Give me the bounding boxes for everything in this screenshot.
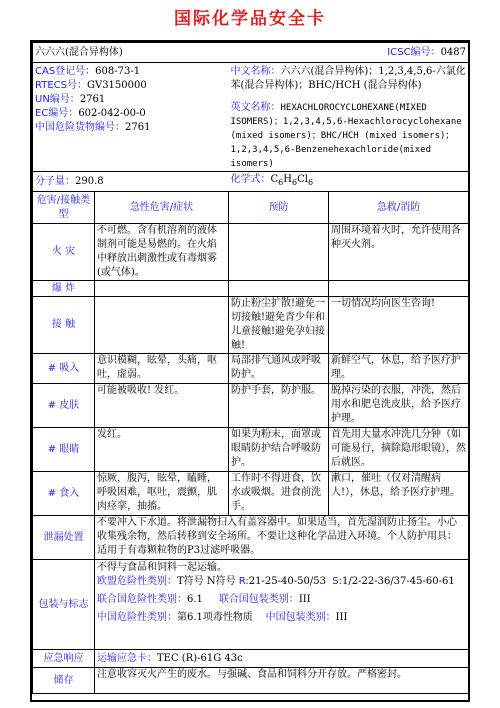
emergency-cell [95, 650, 469, 668]
un-class-label: 联合国危险性类别： [97, 594, 187, 605]
packaging-cell [95, 560, 469, 650]
eu-class-value: T符号 N符号 [177, 576, 239, 587]
row-fire-firstaid: 周围环境着火时，允许使用各种灭火剂。 [329, 224, 469, 281]
identifiers-cell [33, 63, 229, 172]
spill-label: 泄漏处置 [33, 516, 95, 560]
row-fire-acute: 不可燃。含有机溶剂的液体制剂可能是易燃的。在火焰中释放出刺激性或有毒烟雾(或气体)。 [95, 224, 229, 281]
row-explosion-firstaid [329, 281, 469, 297]
row-explosion-acute [95, 281, 229, 297]
ec-label: EC编号： [35, 108, 79, 119]
icsc-cell [329, 43, 469, 63]
row-contact-label: 接 触 [33, 297, 95, 354]
row-inhale-prevention: 局部排气通风或呼吸防护。 [229, 354, 329, 384]
header-acute: 急性危害/症状 [95, 192, 229, 224]
un-pack-value: III [298, 594, 311, 605]
row-contact-acute [95, 297, 229, 354]
formula-cell [229, 172, 469, 192]
formula-cl: Cl [297, 174, 308, 185]
packaging-line1: 不得与食品和饲料一起运输。 [97, 562, 227, 573]
page-title: 国际化学品安全卡 [174, 9, 326, 29]
formula-h: H [283, 174, 292, 185]
cn-class-value: 第6.1项毒性物质 [177, 612, 253, 623]
storage-label: 储存 [33, 668, 95, 694]
formula-cl-n: 6 [307, 178, 314, 187]
un-pack-label: 联合国包装类别： [218, 594, 299, 605]
chemical-name: 六六六(混合异构体) [35, 46, 123, 58]
un-label: UN编号： [35, 94, 80, 105]
mw-label: 分子量： [35, 175, 75, 187]
cn-danger-value: 2761 [125, 122, 151, 133]
header-type: 危害/接触类型 [33, 192, 95, 224]
icsc-label: ICSC编号： [387, 46, 441, 58]
row-eye-acute: 发红。 [95, 428, 229, 472]
row-eye-firstaid: 首先用大量水冲洗几分钟（如可能易行，摘除隐形眼镜），然后就医。 [329, 428, 469, 472]
eu-class-label: 欧盟危险性类别： [97, 576, 177, 587]
row-inhale-label: # 吸入 [33, 354, 95, 384]
cn-pack-label: 中国包装类别： [265, 612, 336, 623]
row-ingest-acute: 惊厥，腹泻，眩晕，瞌睡，呼吸困难，呕吐，震颤，肌肉痉挛，抽搐。 [95, 472, 229, 516]
row-inhale-firstaid: 新鲜空气，休息，给予医疗护理。 [329, 354, 469, 384]
rtecs-value: GV3150000 [86, 80, 147, 91]
mw-value: 290.8 [75, 175, 104, 187]
formula-label: 化学式： [230, 174, 271, 185]
row-skin-prevention: 防护手套，防护服。 [229, 384, 329, 428]
ec-value: 602-042-00-0 [78, 108, 146, 119]
row-fire-prevention [229, 224, 329, 281]
names-cell [229, 63, 469, 172]
formula-c-n: 6 [278, 178, 284, 187]
row-explosion-label: 爆 炸 [33, 281, 95, 297]
r-label: R: [238, 576, 249, 587]
cas-label: CAS登记号： [35, 66, 96, 77]
row-eye-prevention: 如果为粉末，面罩或眼睛防护结合呼吸防护。 [229, 428, 329, 472]
r-value: 21-25-40-50/53 [248, 576, 326, 587]
cn-name-label: 中文名称： [230, 66, 281, 77]
emergency-card-label: 运输应急卡： [97, 652, 157, 664]
emergency-card-value: TEC (R)-61G 43c [157, 652, 243, 664]
row-contact-prevention: 防止粉尘扩散!避免一切接触!避免青少年和儿童接触!避免孕妇接触! [229, 297, 329, 354]
cas-value: 608-73-1 [95, 66, 141, 77]
row-inhale-acute: 意识模糊，眩晕，头痛，呕吐，虚弱。 [95, 354, 229, 384]
row-skin-firstaid: 脱掉污染的衣服，冲洗，然后用水和肥皂洗皮肤，给予医疗护理。 [329, 384, 469, 428]
cn-class-label: 中国危险性类别： [97, 612, 177, 623]
card-table [32, 42, 469, 694]
formula-h-n: 6 [291, 178, 298, 187]
cn-pack-value: III [335, 612, 348, 623]
header-prevention: 预防 [229, 192, 329, 224]
row-skin-label: # 皮肤 [33, 384, 95, 428]
row-ingest-prevention: 工作时不得进食，饮水或吸烟。进食前洗手。 [229, 472, 329, 516]
row-ingest-firstaid: 漱口，催吐（仅对清醒病人!），休息，给予医疗护理。 [329, 472, 469, 516]
chemical-name-cell [33, 43, 329, 63]
cn-name-value: 六六六(混合异构体)；1,2,3,4,5,6-六氯化苯(混合异构体)；BHC/HCH (混合异构体) [230, 66, 466, 91]
en-name-label: 英文名称： [230, 102, 281, 113]
packaging-label: 包装与标志 [33, 560, 95, 650]
formula-c: C [270, 174, 279, 185]
un-value: 2761 [79, 94, 106, 105]
en-name-value: HEXACHLOROCYCLOHEXANE(MIXED ISOMERS)；1,2,3,4,5,6-Hexachlorocyclohexane (mixed isomers)；BHC/HCH (mixed isomers)；1,2,3,4,5,6-Benzenehexachloride(mixed isomers) [230, 103, 462, 169]
rtecs-label: RTECS号： [35, 80, 87, 91]
un-class-value: 6.1 [187, 594, 203, 605]
row-fire-label: 火 灾 [33, 224, 95, 281]
header-firstaid: 急救/消防 [329, 192, 469, 224]
icsc-value: 0487 [440, 46, 467, 58]
row-contact-firstaid: 一切情况均向医生咨询! [329, 297, 469, 354]
s-value: 1/2-22-36/37-45-60-61 [342, 576, 455, 587]
mw-cell [33, 172, 229, 192]
row-skin-acute: 可能被吸收! 发红。 [95, 384, 229, 428]
safety-card [30, 40, 470, 702]
emergency-label: 应急响应 [33, 650, 95, 668]
cn-danger-label: 中国危险货物编号： [35, 122, 125, 133]
row-eye-label: # 眼睛 [33, 428, 95, 472]
storage-text: 注意收容灭火产生的废水。与强碱、食品和饲料分开存放。严格密封。 [95, 668, 469, 694]
s-label: S: [332, 576, 343, 587]
row-ingest-label: # 食入 [33, 472, 95, 516]
row-explosion-prevention [229, 281, 329, 297]
spill-text: 不要冲入下水道。将泄漏物扫入有盖容器中。如果适当，首先湿润防止扬尘。小心收集残余物，然后转移到安全场所。不要让这种化学品进入环境。个人防护用具：适用于有毒颗粒物的P3过滤呼吸器。 [95, 516, 469, 560]
